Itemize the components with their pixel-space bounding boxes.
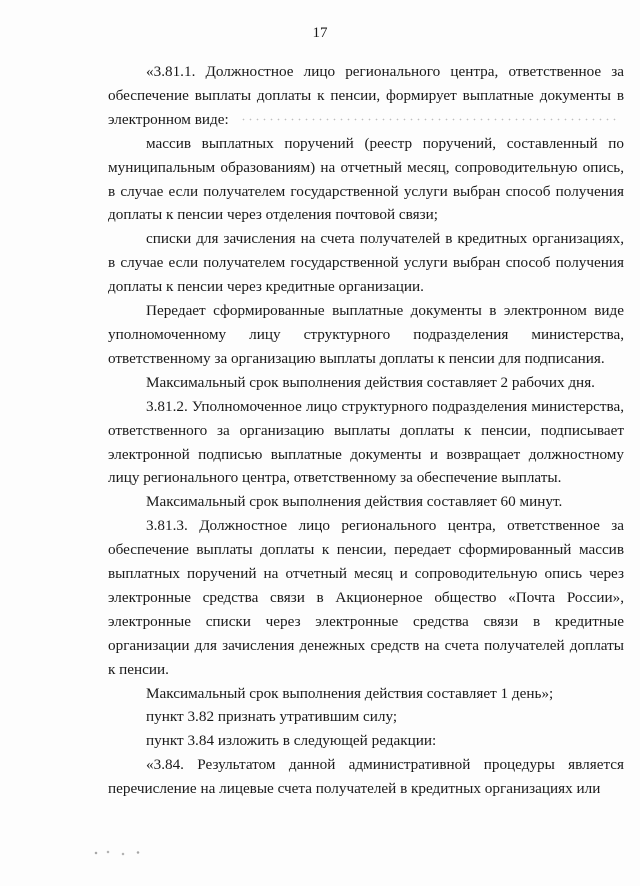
paragraph-3-81-1: «3.81.1. Должностное лицо регионального центра, ответственное за обеспечение выплаты доплаты к пенсии, формирует выплатные документы в электронном виде: [108,63,624,128]
document-body [108,60,624,801]
paragraph-deadline-1-day: Максимальный срок выполнения действия составляет 1 день»; [146,684,554,702]
paragraph-postal-payments: массив выплатных поручений (реестр поручений, составленный по муниципальным образованиям) на отчетный месяц, сопроводительную опись, в случае если получателем государственной услуги выбран способ получения доплаты к пенсии через отделения почтовой связи; [108,134,624,224]
paragraph-transfer-documents: Передает сформированные выплатные документы в электронном виде уполномоченному лицу структурного подразделения министерства, ответственному за организацию выплаты доплаты к пенсии для подписания. [108,302,624,367]
paragraph-credit-lists: списки для зачисления на счета получателей в кредитных организациях, в случае если получателем государственной услуги выбран способ получения доплаты к пенсии через кредитные организации. [108,230,624,296]
page-number: 17 [312,25,328,41]
paragraph-3-82-repeal: пункт 3.82 признать утратившим силу; [146,708,398,726]
paragraph-3-84-intro: пункт 3.84 изложить в следующей редакции: [146,732,437,750]
paragraph-deadline-60-minutes: Максимальный срок выполнения действия составляет 60 минут. [146,493,563,511]
scan-noise-mark [90,848,150,858]
paragraph-deadline-2-days: Максимальный срок выполнения действия составляет 2 рабочих дня. [146,373,595,391]
paragraph-3-81-3: 3.81.3. Должностное лицо регионального центра, ответственное за обеспечение выплаты доплаты к пенсии, передает сформированный массив выплатных поручений на отчетный месяц и сопроводительную опись через электронные средства связи в Акционерное общество «Почта России», электронные списки через электронные средства связи в кредитные организации для зачисления денежных средств на счета получателей доплаты к пенсии. [108,517,624,678]
paragraph-3-84: «3.84. Результатом данной административной процедуры является перечисление на лицевые счета получателей в кредитных организациях или [108,756,624,798]
paragraph-3-81-2: 3.81.2. Уполномоченное лицо структурного подразделения министерства, ответственного за организацию выплаты доплаты к пенсии, подписывает электронной подписью выплатные документы и возвращает должностному лицу регионального центра, ответственному за обеспечение выплаты. [108,397,624,487]
